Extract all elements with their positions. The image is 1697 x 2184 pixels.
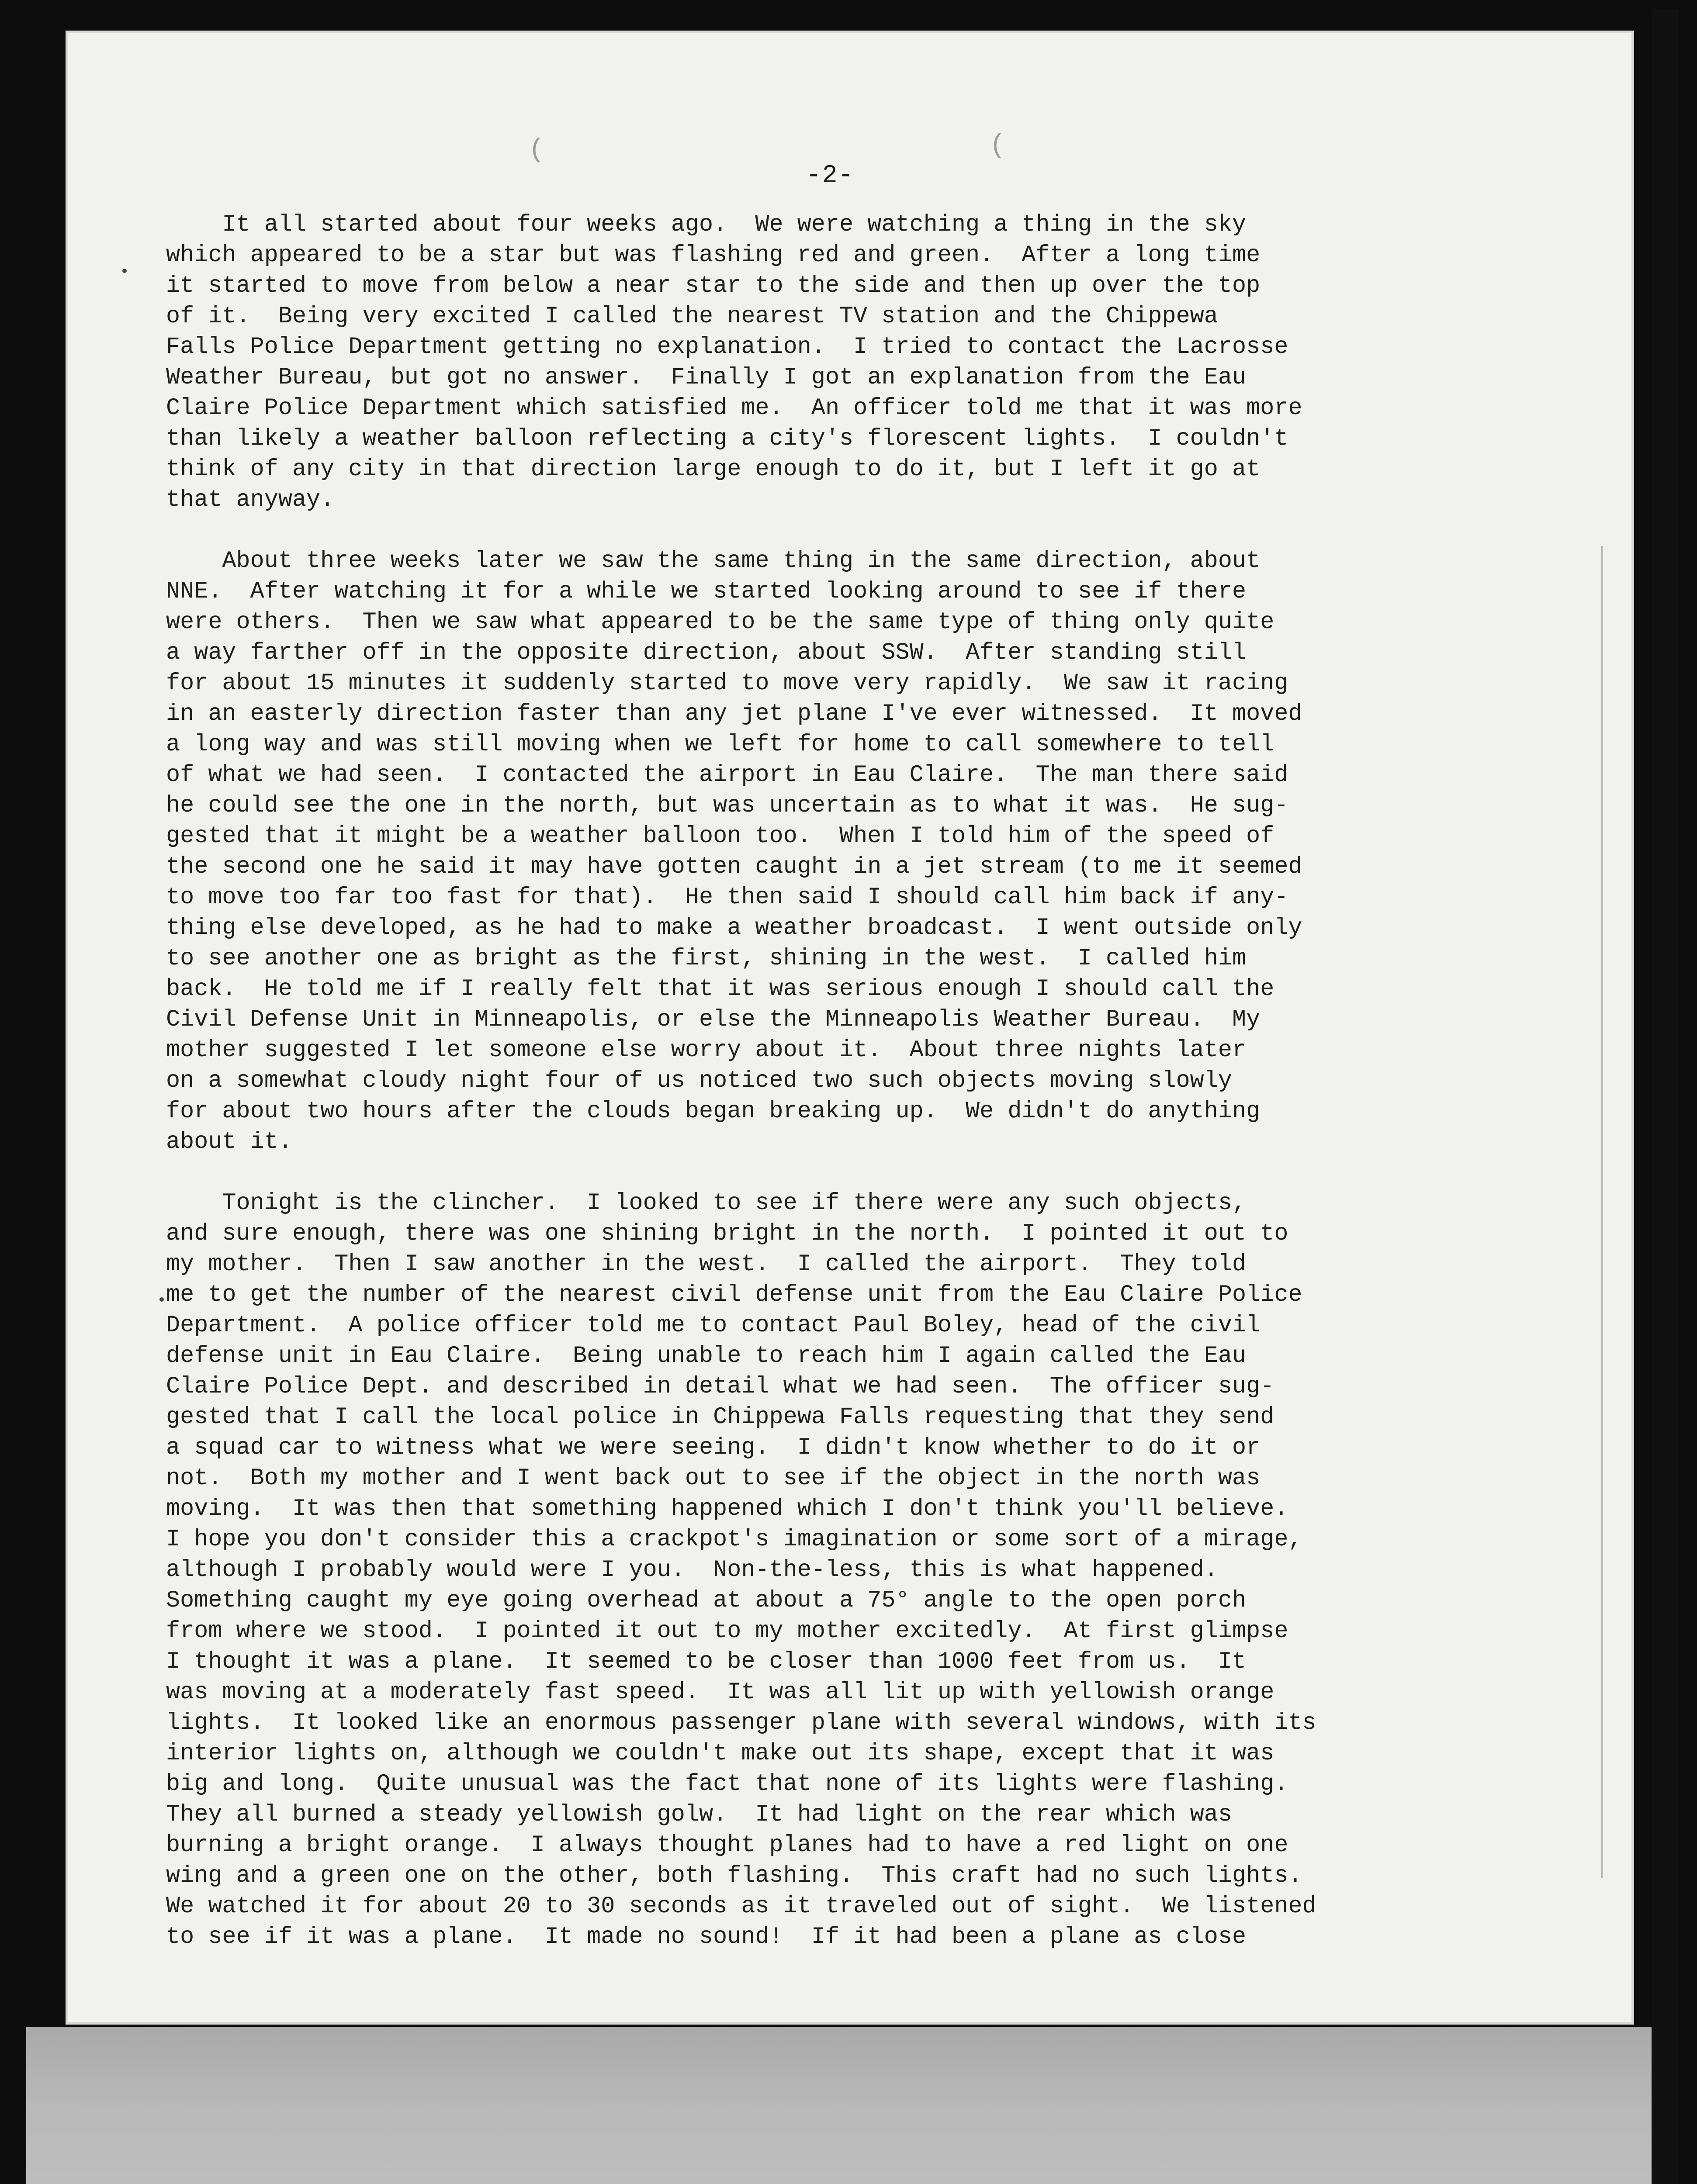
letter-body — [166, 210, 1555, 1952]
text-line: lights. It looked like an enormous passenger plane with several windows, with its — [166, 1710, 1316, 1736]
text-line: in an easterly direction faster than any jet plane I've ever witnessed. It moved — [166, 701, 1302, 727]
text-line: About three weeks later we saw the same thing in the same direction, about — [166, 548, 1261, 574]
text-line: of what we had seen. I contacted the airport in Eau Claire. The man there said — [166, 762, 1288, 788]
text-line: to see another one as bright as the first, shining in the west. I called him — [166, 945, 1247, 972]
text-line: Department. A police officer told me to contact Paul Boley, head of the civil — [166, 1312, 1261, 1339]
text-line: of it. Being very excited I called the nearest TV station and the Chippewa — [166, 303, 1218, 330]
text-line: Tonight is the clincher. I looked to see if there were any such objects, — [166, 1190, 1247, 1216]
text-line: Claire Police Department which satisfied me. An officer told me that it was more — [166, 395, 1302, 422]
margin-dot — [122, 269, 127, 273]
margin-mark: ( — [529, 135, 545, 165]
text-line: a way farther off in the opposite direction, about SSW. After standing still — [166, 639, 1247, 666]
text-line: wing and a green one on the other, both flashing. This craft had no such lights. — [166, 1863, 1302, 1889]
text-line: were others. Then we saw what appeared to be the same type of thing only quite — [166, 609, 1274, 636]
text-line: back. He told me if I really felt that it was serious enough I should call the — [166, 976, 1274, 1002]
film-background — [26, 2027, 1652, 2184]
text-line: about it. — [166, 1129, 292, 1155]
paragraph — [166, 546, 1555, 1158]
text-line: that anyway. — [166, 487, 335, 513]
text-line: than likely a weather balloon reflecting a city's florescent lights. I couldn't — [166, 425, 1288, 452]
text-line: Claire Police Dept. and described in detail what we had seen. The officer sug- — [166, 1373, 1274, 1400]
text-line: defense unit in Eau Claire. Being unable to reach him I again called the Eau — [166, 1343, 1247, 1369]
text-line: was moving at a moderately fast speed. It was all lit up with yellowish orange — [166, 1679, 1274, 1706]
text-line: for about two hours after the clouds began breaking up. We didn't do anything — [166, 1098, 1261, 1125]
text-line: Something caught my eye going overhead at about a 75° angle to the open porch — [166, 1587, 1247, 1614]
text-line: for about 15 minutes it suddenly started to move very rapidly. We saw it racing — [166, 670, 1288, 697]
film-edge — [1652, 9, 1679, 2184]
text-line: to see if it was a plane. It made no sound! If it had been a plane as close — [166, 1924, 1247, 1950]
text-line: I hope you don't consider this a crackpot's imagination or some sort of a mirage, — [166, 1526, 1302, 1553]
margin-dot — [159, 1297, 164, 1302]
margin-mark: ( — [990, 131, 1006, 161]
text-line: burning a bright orange. I always thought planes had to have a red light on one — [166, 1832, 1288, 1859]
text-line: it started to move from below a near star to the side and then up over the top — [166, 273, 1261, 299]
text-line: NNE. After watching it for a while we started looking around to see if there — [166, 578, 1247, 605]
text-line: to move too far too fast for that). He then said I should call him back if any- — [166, 884, 1288, 911]
paragraph — [166, 210, 1555, 515]
text-line: a long way and was still moving when we left for home to call somewhere to tell — [166, 731, 1274, 758]
text-line: a squad car to witness what we were seeing. I didn't know whether to do it or — [166, 1434, 1261, 1461]
text-line: Civil Defense Unit in Minneapolis, or else the Minneapolis Weather Bureau. My — [166, 1006, 1261, 1033]
text-line: We watched it for about 20 to 30 seconds as it traveled out of sight. We listened — [166, 1893, 1316, 1920]
paragraph — [166, 1188, 1555, 1952]
text-line: think of any city in that direction large enough to do it, but I left it go at — [166, 456, 1261, 483]
text-line: mother suggested I let someone else worry about it. About three nights later — [166, 1037, 1247, 1064]
text-line: I thought it was a plane. It seemed to be closer than 1000 feet from us. It — [166, 1648, 1247, 1675]
page-number: -2- — [806, 162, 855, 190]
text-line: from where we stood. I pointed it out to my mother excitedly. At first glimpse — [166, 1618, 1288, 1645]
text-line: gested that I call the local police in Chippewa Falls requesting that they send — [166, 1404, 1274, 1431]
text-line: on a somewhat cloudy night four of us noticed two such objects moving slowly — [166, 1068, 1232, 1094]
margin-rule — [1601, 546, 1603, 1878]
text-line: moving. It was then that something happened which I don't think you'll believe. — [166, 1496, 1288, 1522]
text-line: interior lights on, although we couldn't make out its shape, except that it was — [166, 1740, 1274, 1767]
text-line: he could see the one in the north, but was uncertain as to what it was. He sug- — [166, 792, 1288, 819]
text-line: thing else developed, as he had to make a weather broadcast. I went outside only — [166, 915, 1302, 941]
text-line: gested that it might be a weather balloon too. When I told him of the speed of — [166, 823, 1274, 850]
text-line: It all started about four weeks ago. We were watching a thing in the sky — [166, 211, 1247, 238]
text-line: big and long. Quite unusual was the fact that none of its lights were flashing. — [166, 1771, 1288, 1797]
text-line: although I probably would were I you. Non-the-less, this is what happened. — [166, 1557, 1218, 1583]
text-line: not. Both my mother and I went back out to see if the object in the north was — [166, 1465, 1261, 1492]
text-line: and sure enough, there was one shining bright in the north. I pointed it out to — [166, 1220, 1288, 1247]
text-line: my mother. Then I saw another in the west. I called the airport. They told — [166, 1251, 1247, 1278]
document-page — [66, 31, 1634, 2025]
text-line: They all burned a steady yellowish golw. It had light on the rear which was — [166, 1801, 1232, 1828]
text-line: me to get the number of the nearest civil defense unit from the Eau Claire Police — [166, 1282, 1302, 1308]
text-line: Falls Police Department getting no explanation. I tried to contact the Lacrosse — [166, 334, 1288, 360]
text-line: the second one he said it may have gotten caught in a jet stream (to me it seemed — [166, 854, 1302, 880]
text-line: Weather Bureau, but got no answer. Finally I got an explanation from the Eau — [166, 364, 1247, 391]
text-line: which appeared to be a star but was flashing red and green. After a long time — [166, 242, 1261, 269]
